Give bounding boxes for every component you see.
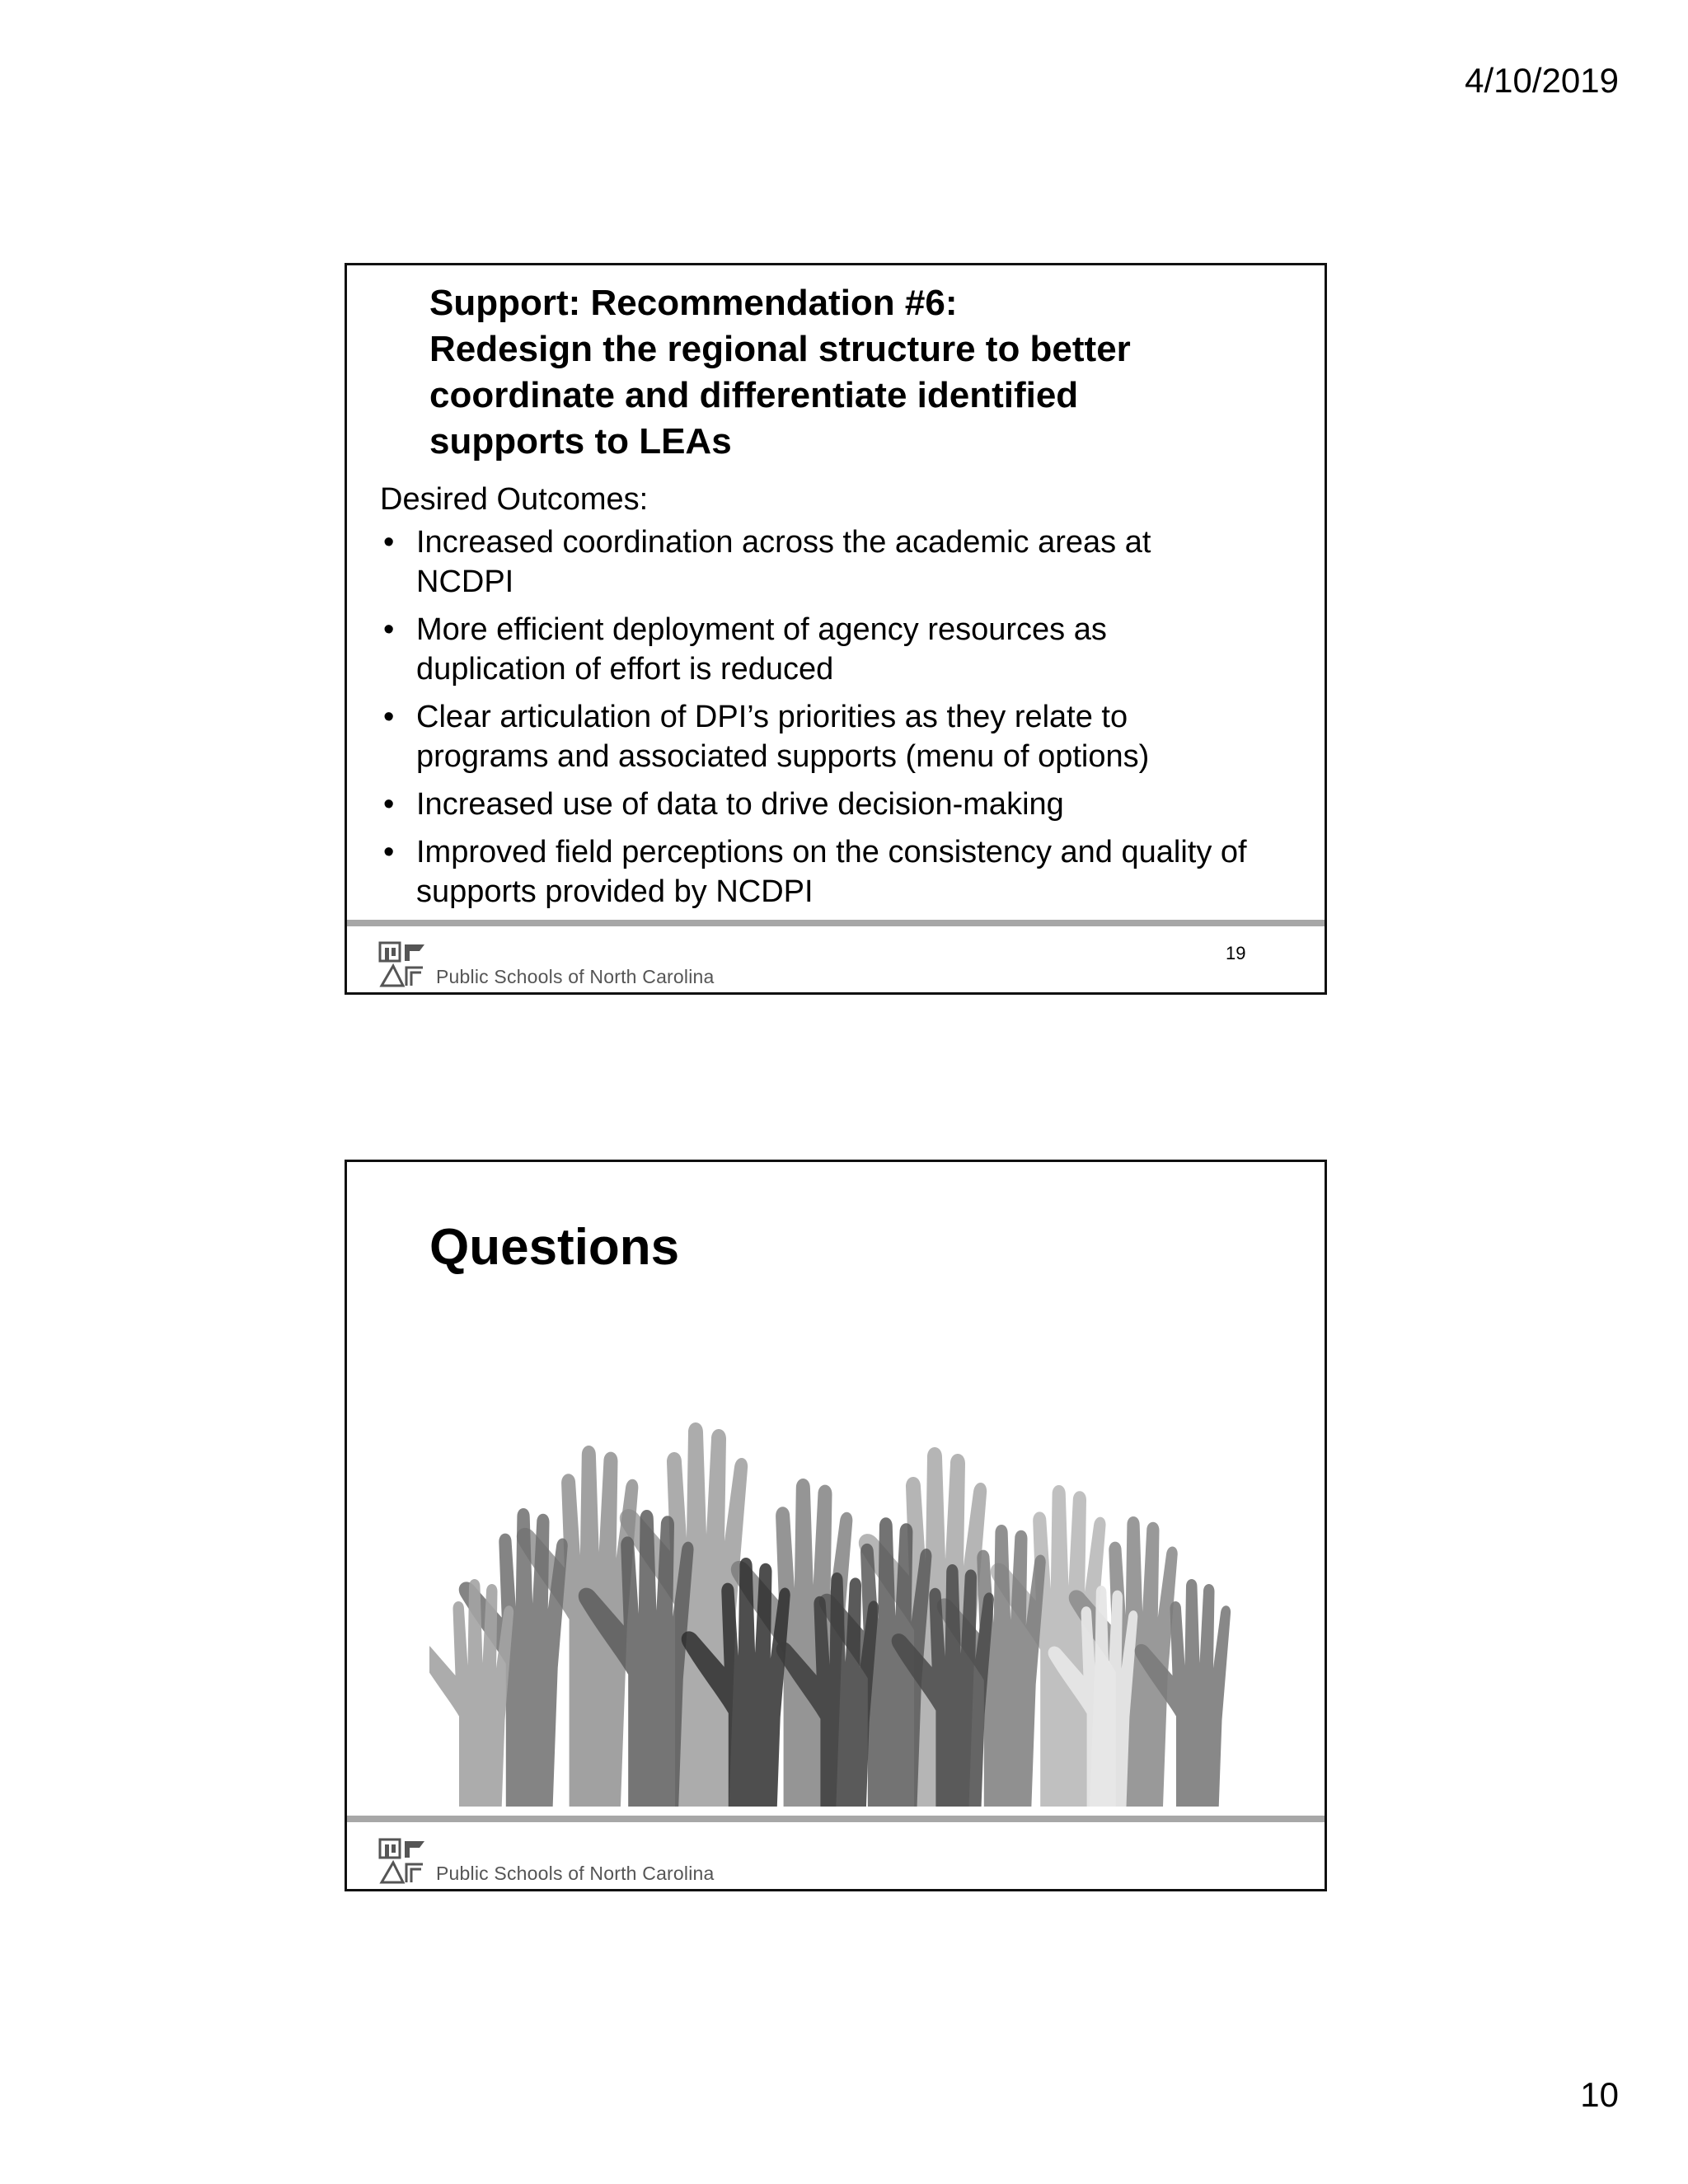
slide-number: 19: [1226, 943, 1246, 963]
list-item: [380, 697, 1224, 776]
ncdpi-logo-icon: [378, 1836, 431, 1886]
slide-questions: [345, 1160, 1327, 1891]
slide-title: [429, 280, 1287, 465]
list-item: [380, 785, 1303, 824]
bullet-icon: •: [383, 700, 395, 734]
bullet-text: Increased coordination across the academic areas at NCDPI: [416, 525, 1151, 599]
bullet-text: Clear articulation of DPI’s priorities as they relate to programs and associated supports (menu of options): [416, 700, 1150, 774]
ncdpi-logo-icon: [378, 940, 431, 989]
footer-divider: [347, 1816, 1325, 1822]
bullet-icon: •: [383, 835, 395, 869]
list-item: [380, 523, 1224, 602]
list-item: [380, 610, 1175, 689]
outcomes-heading: Desired Outcomes:: [380, 482, 649, 517]
bullet-text: Increased use of data to drive decision-making: [416, 787, 1064, 822]
title-line: Support: Recommendation #6:: [429, 283, 958, 323]
bullet-icon: •: [383, 612, 395, 647]
outcomes-list: [380, 523, 1303, 920]
footer-divider: [347, 920, 1325, 926]
slide-title: Questions: [429, 1219, 680, 1276]
page-date: 4/10/2019: [1465, 61, 1619, 100]
slide-recommendation-6: [345, 263, 1327, 995]
page-number: 10: [1580, 2075, 1619, 2114]
title-line: coordinate and differentiate identified: [429, 375, 1079, 415]
bullet-icon: •: [383, 787, 395, 822]
list-item: [380, 832, 1323, 912]
footer-organization: Public Schools of North Carolina: [436, 1863, 715, 1884]
title-line: supports to LEAs: [429, 421, 732, 462]
title-line: Redesign the regional structure to better: [429, 329, 1131, 369]
bullet-icon: •: [383, 525, 395, 560]
raised-hands-illustration: [429, 1357, 1254, 1807]
bullet-text: More efficient deployment of agency resources as duplication of effort is reduced: [416, 612, 1107, 687]
footer-organization: Public Schools of North Carolina: [436, 966, 715, 987]
bullet-text: Improved field perceptions on the consistency and quality of supports provided by NCDPI: [416, 835, 1247, 909]
